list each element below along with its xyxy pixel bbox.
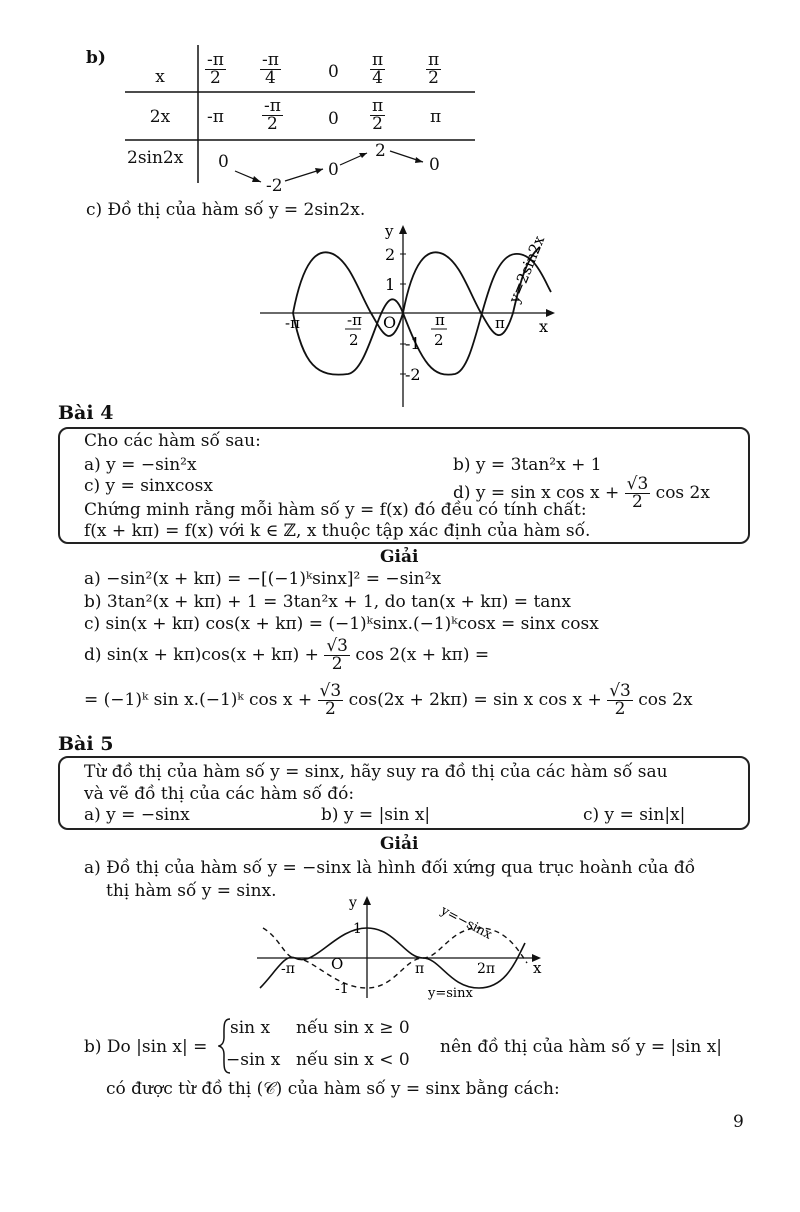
graph1-y-label: y [385,222,394,240]
graph1-tick-neg-pi: -π [285,314,300,332]
graph2-neg-pi: -π [281,961,295,977]
row-x-cell-4: $\frac{\pi}{4}$ [372,50,384,88]
row-x-cell-2: $\frac{-\pi}{4}$ [262,50,279,88]
row-2sin-header: 2sin2x [127,148,184,168]
row-2sin-val-5: 0 [429,155,440,175]
graph2-pi: π [415,961,425,977]
bai4-sol-d1-frac: $\frac{√3}{2}$ [326,636,348,674]
part-b-label: b) [86,48,106,68]
row-2x-cell-3: 0 [328,109,339,129]
graph1-tick-neg-pi2-den: 2 [349,331,359,349]
graph2-origin: O [331,955,344,973]
graph1-tick-neg-pi2-num: -π [347,311,362,329]
bai4-line3: Chứng minh rằng mỗi hàm số y = f(x) đó đều có tính chất: [84,500,587,520]
bai4-sol-d1: d) sin(x + kπ)cos(x + kπ) + $\frac{√3}{2}$ cos 2(x + kπ) = [84,636,490,674]
graph2-one: 1 [353,921,362,937]
bai4-sol-d2-frac1: $\frac{√3}{2}$ [319,681,342,719]
row-2x-cell-2: $\frac{-\pi}{2}$ [264,96,281,134]
row-2sin-val-4: 2 [375,141,386,161]
bai4-d-prefix: d) y = sin x cos x + [453,483,620,503]
row-2x-cell-1: -π [207,107,224,127]
bai5-case2-cond: nếu sin x < 0 [296,1050,410,1070]
part-c-text: c) Đồ thị của hàm số y = 2sin2x. [86,200,366,220]
graph1-tick-pi2-num: π [435,311,445,329]
bai4-sol-a: a) −sin²(x + kπ) = −[(−1)ᵏsinx]² = −sin²x [84,569,442,589]
bai4-title: Bài 4 [58,402,114,424]
graph2-label-pos: y=sinx [428,986,473,1001]
bai4-intro: Cho các hàm số sau: [84,431,261,451]
bai4-sol-b: b) 3tan²(x + kπ) + 1 = 3tan²x + 1, do tan(x + kπ) = tanx [84,592,571,612]
bai5-line1: Từ đồ thị của hàm số y = sinx, hãy suy ra đồ thị của các hàm số sau [84,762,668,782]
bai4-sol-d2: = (−1)ᵏ sin x.(−1)ᵏ cos x + $\frac{√3}{2}$ cos(2x + 2kπ) = sin x cos x + $\frac{√3}{2}$ cos 2x [84,681,693,719]
graph2-minus-one: -1 [335,981,349,997]
bai4-c: c) y = sinxcosx [84,476,213,496]
row-x-cell-1: $\frac{-\pi}{2}$ [207,50,224,88]
bai5-sol-b-line2: có được từ đồ thị (𝒞) của hàm số y = sinx bằng cách: [106,1079,560,1099]
bai4-a: a) y = −sin²x [84,455,197,475]
row-2x-header: 2x [149,107,171,127]
graph2-two-pi: 2π [477,961,496,977]
page-number: 9 [733,1112,744,1132]
graph-2sin2x-svg [255,222,565,412]
bai5-sol-a2: thị hàm số y = sinx. [106,881,277,901]
bai4-sol-c: c) sin(x + kπ) cos(x + kπ) = (−1)ᵏsinx.(−1)ᵏcosx = sinx cosx [84,614,599,634]
graph1-tick-pi: π [495,314,505,332]
bai4-d-frac: $\frac{√3}{2}$ [626,474,649,512]
bai5-sol-b-prefix: b) Do |sin x| = [84,1037,208,1057]
graph1-tick-2: 2 [385,245,396,264]
row-2sin-val-1: 0 [218,152,229,172]
graph1-tick-1: 1 [385,275,396,294]
bai5-case2-expr: −sin x [226,1050,281,1070]
graph1-curve-label: y=2sin2x [505,233,549,306]
bai5-case1-cond: nếu sin x ≥ 0 [296,1018,410,1038]
bai5-sol-b-suffix: nên đồ thị của hàm số y = |sin x| [440,1037,723,1057]
bai5-title: Bài 5 [58,733,114,755]
bai5-sol-a1: a) Đồ thị của hàm số y = −sinx là hình đối xứng qua trục hoành của đồ [84,858,696,878]
bai5-case1-expr: sin x [230,1018,271,1038]
bai5-b: b) y = |sin x| [321,805,431,825]
graph2-x-label: x [533,959,542,977]
bai5-c: c) y = sin|x| [583,805,686,825]
graph1-tick-m2: -2 [405,365,421,384]
bai4-sol-d2-frac2: $\frac{√3}{2}$ [609,681,631,719]
graph1-tick-pi2-den: 2 [434,331,444,349]
graph-sinx-svg [255,893,555,1005]
row-2sin-val-2: -2 [266,176,283,196]
bai5-a: a) y = −sinx [84,805,190,825]
bai5-line2: và vẽ đồ thị của các hàm số đó: [84,784,355,804]
graph2-y-label: y [349,895,357,911]
graph1-x-label: x [539,317,549,336]
row-x-cell-3: 0 [328,62,339,82]
row-2x-cell-4: $\frac{\pi}{2}$ [372,96,384,134]
graph1-tick-m1: -1 [405,334,421,353]
bai4-d-suffix: cos 2x [655,483,710,503]
graph-sinx [255,893,555,1005]
bai4-b: b) y = 3tan²x + 1 [453,455,602,475]
bai4-line4: f(x + kπ) = f(x) với k ∈ ℤ, x thuộc tập xác định của hàm số. [84,521,591,541]
row-2x-cell-5: π [430,107,442,127]
row-x-cell-5: $\frac{\pi}{2}$ [428,50,440,88]
row-2sin-val-3: 0 [328,160,339,180]
bai4-giai: Giải [380,547,419,567]
graph2-label-neg: y=−sinx [438,903,495,943]
graph-2sin2x [255,222,565,412]
row-x-header: x [155,67,165,87]
bai5-giai: Giải [380,834,419,854]
graph1-origin: O [383,313,397,332]
